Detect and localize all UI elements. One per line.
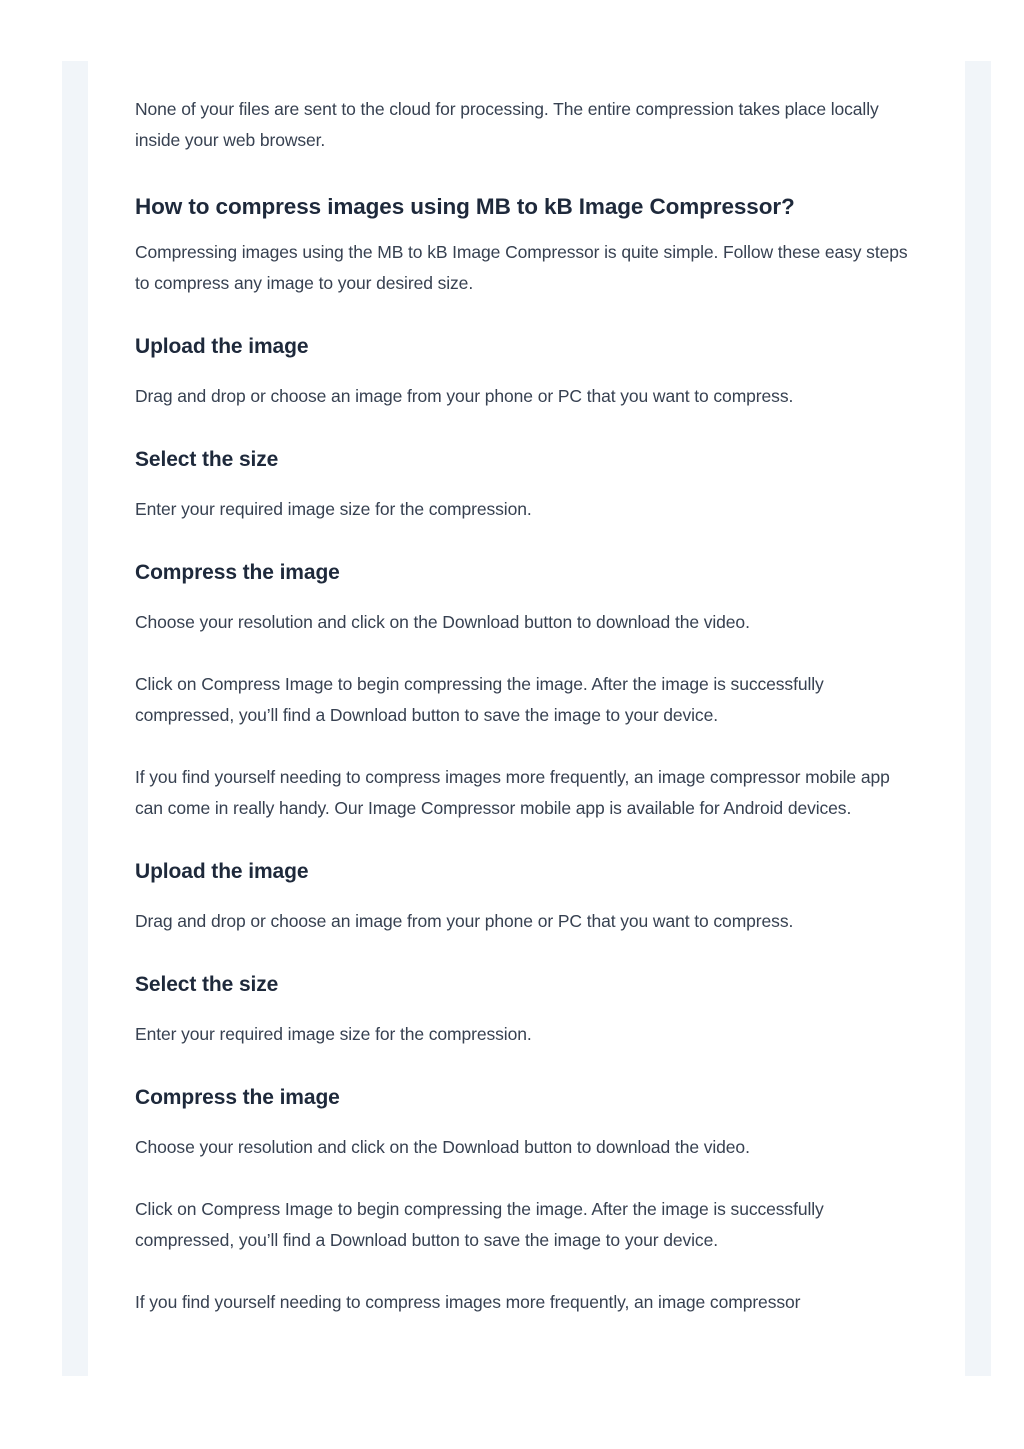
- howto-paragraph: Compressing images using the MB to kB Image Compressor is quite simple. Follow these easy steps to compress any image to your desired size.: [135, 242, 908, 293]
- howto-heading: How to compress images using MB to kB Image Compressor?: [135, 194, 795, 219]
- step-size-text-repeat: Enter your required image size for the compression.: [135, 1024, 532, 1044]
- step-compress-text: Choose your resolution and click on the Download button to download the video.: [135, 612, 750, 632]
- step-compress-heading-repeat: Compress the image: [135, 1086, 340, 1109]
- step-size-text: Enter your required image size for the compression.: [135, 499, 532, 519]
- step-upload-text: Drag and drop or choose an image from your phone or PC that you want to compress.: [135, 386, 794, 406]
- compress-instructions-paragraph-repeat: Click on Compress Image to begin compressing the image. After the image is successfully compressed, you’ll find a Download button to save the image to your device.: [135, 1199, 824, 1250]
- compress-instructions-paragraph: Click on Compress Image to begin compressing the image. After the image is successfully compressed, you’ll find a Download button to save the image to your device.: [135, 674, 824, 725]
- step-upload-heading-repeat: Upload the image: [135, 860, 309, 883]
- article-body: [88, 94, 965, 1318]
- step-compress-heading: Compress the image: [135, 561, 340, 584]
- step-compress-text-repeat: Choose your resolution and click on the Download button to download the video.: [135, 1137, 750, 1157]
- intro-paragraph: None of your files are sent to the cloud for processing. The entire compression takes place locally inside your web browser.: [135, 99, 879, 150]
- step-size-heading: Select the size: [135, 448, 279, 471]
- mobile-app-paragraph: If you find yourself needing to compress images more frequently, an image compressor mobile app can come in really handy. Our Image Compressor mobile app is available for Android devices.: [135, 767, 890, 818]
- mobile-app-paragraph-repeat: If you find yourself needing to compress images more frequently, an image compressor: [135, 1292, 801, 1312]
- article-card: [88, 61, 965, 1376]
- step-size-heading-repeat: Select the size: [135, 973, 279, 996]
- step-upload-text-repeat: Drag and drop or choose an image from your phone or PC that you want to compress.: [135, 911, 794, 931]
- step-upload-heading: Upload the image: [135, 335, 309, 358]
